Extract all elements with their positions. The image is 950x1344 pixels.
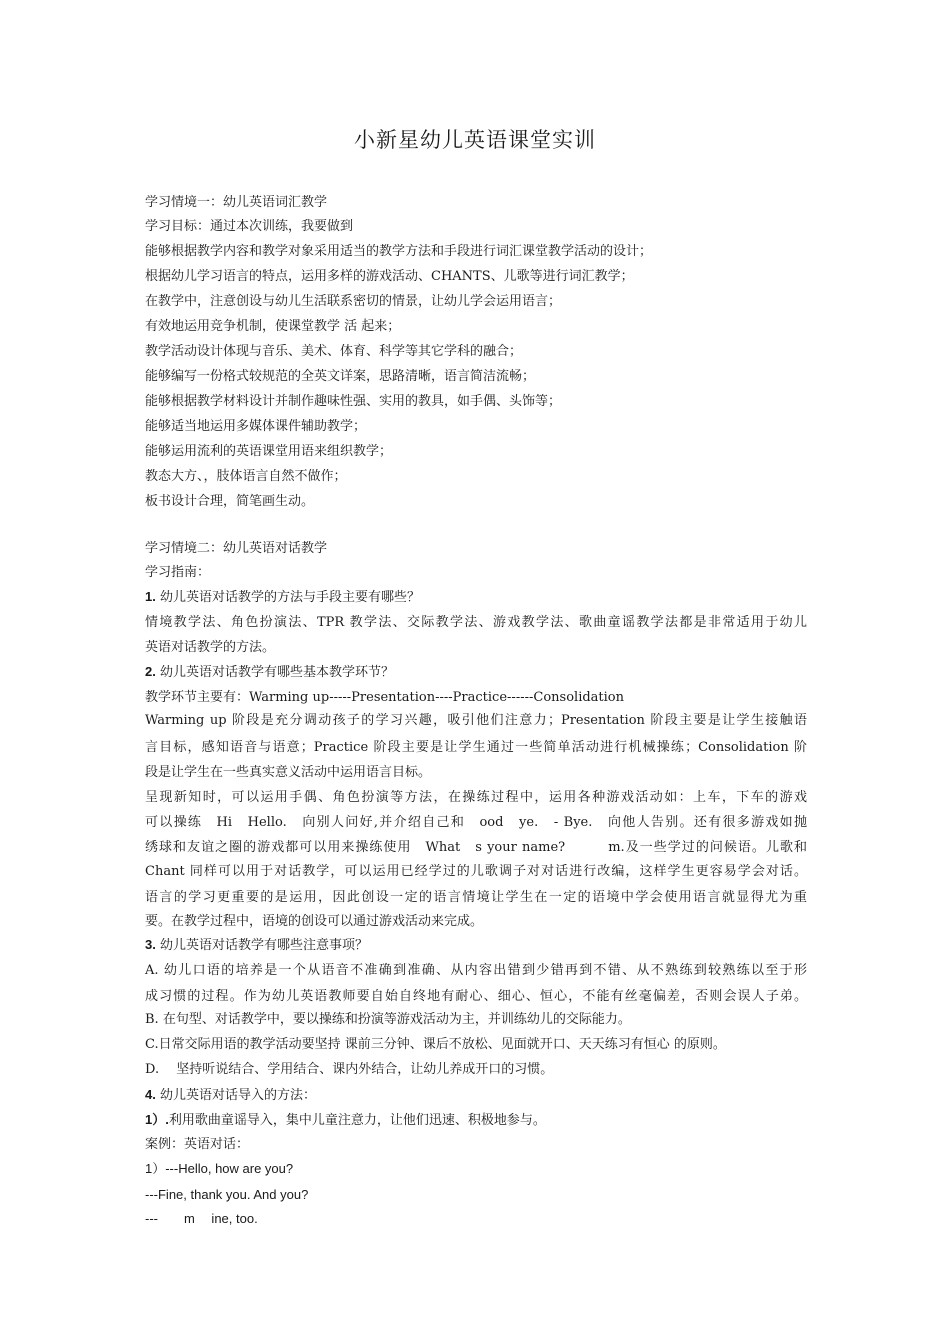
answer-3-line: 成习惯的过程。作为幼儿英语教师要自始自终地有耐心、细心、恒心，不能有丝毫偏差，否则会误人子弟。 (145, 989, 807, 1004)
question-text: 幼儿英语对话导入的方法： (159, 1088, 316, 1103)
answer-2-line: 言目标，感知语音与语意；Practice 阶段主要是让学生通过一些简单活动进行机械操练；Consolidation 阶 (145, 740, 807, 755)
goal-item: 能够根据教学内容和教学对象采用适当的教学方法和手段进行词汇课堂教学活动的设计； (145, 244, 653, 259)
goal-item: 有效地运用竞争机制，使课堂教学 活 起来； (145, 319, 401, 334)
dialogue-line: ---Fine, thank you. And you? (145, 1187, 309, 1202)
answer-1-line: 英语对话教学的方法。 (145, 640, 276, 655)
question-number: 4. (145, 1087, 156, 1102)
answer-3-line: D. 坚持听说结合、学用结合、课内外结合，让幼儿养成开口的习惯。 (145, 1062, 554, 1077)
answer-4-line (145, 1112, 546, 1129)
answer-2-line: 绣球和友谊之圈的游戏都可以用来操练使用 What s your name? m.及一些学过的问候语。儿歌和 (145, 840, 807, 855)
question-number: 2. (145, 664, 156, 679)
section-1-goal: 学习目标：通过本次训练，我要做到 (145, 219, 354, 234)
question-3 (145, 937, 368, 954)
goal-item: 能够根据教学材料设计并制作趣味性强、实用的教具，如手偶、头饰等； (145, 394, 562, 409)
goal-item: 能够编写一份格式较规范的全英文详案，思路清晰，语言简洁流畅； (145, 369, 536, 384)
question-text: 幼儿英语对话教学有哪些基本教学环节？ (159, 665, 394, 680)
case-heading: 案例：英语对话： (145, 1137, 250, 1152)
question-number: 3. (145, 937, 156, 952)
question-1 (145, 589, 420, 606)
answer-2-line: 段是让学生在一些真实意义活动中运用语言目标。 (145, 765, 432, 780)
question-text: 幼儿英语对话教学的方法与手段主要有哪些？ (159, 590, 420, 605)
answer-2-line: Warming up 阶段是充分调动孩子的学习兴趣，吸引他们注意力；Presentation 阶段主要是让学生接触语 (145, 713, 807, 728)
item-number: 1）. (145, 1112, 169, 1127)
question-2 (145, 664, 394, 681)
dialogue-line: --- m ine, too. (145, 1211, 258, 1226)
goal-item: 教学活动设计体现与音乐、美术、体育、科学等其它学科的融合； (145, 344, 523, 359)
item-text: 利用歌曲童谣导入，集中儿童注意力，让他们迅速、积极地参与。 (168, 1113, 546, 1128)
goal-item: 能够运用流利的英语课堂用语来组织教学； (145, 444, 393, 459)
goal-item: 在教学中，注意创设与幼儿生活联系密切的情景，让幼儿学会运用语言； (145, 294, 562, 309)
question-4 (145, 1087, 316, 1104)
question-text: 幼儿英语对话教学有哪些注意事项？ (159, 938, 368, 953)
goal-item: 板书设计合理，简笔画生动。 (145, 494, 315, 509)
answer-2-line: Chant 同样可以用于对话教学，可以运用已经学过的儿歌调子对对话进行改编，这样学生更容易学会对话。 (145, 864, 807, 879)
answer-3-line: A. 幼儿口语的培养是一个从语音不准确到准确、从内容出错到少错再到不错、从不熟练到较熟练以至于形 (145, 963, 807, 978)
document-title: 小新星幼儿英语课堂实训 (354, 128, 596, 152)
section-2-heading: 学习情境二：幼儿英语对话教学 (145, 541, 328, 556)
dialogue-line: 1）---Hello, how are you? (145, 1161, 294, 1176)
answer-3-line: C.日常交际用语的教学活动要坚持 课前三分钟、课后不放松、见面就开口、天天练习有恒心 的原则。 (145, 1037, 726, 1052)
answer-2-line: 呈现新知时，可以运用手偶、角色扮演等方法，在操练过程中，运用各种游戏活动如：上车，下车的游戏 (145, 790, 807, 805)
answer-2-line: 语言的学习更重要的是运用，因此创设一定的语言情境让学生在一定的语境中学会使用语言就显得尤为重 (145, 890, 807, 905)
answer-3-line: B. 在句型、对话教学中，要以操练和扮演等游戏活动为主，并训练幼儿的交际能力。 (145, 1012, 631, 1027)
answer-2-line: 可以操练 Hi Hello. 向别人问好,并介绍自己和 ood ye. - Bye. 向他人告别。还有很多游戏如抛 (145, 815, 807, 830)
answer-1-line: 情境教学法、角色扮演法、TPR 教学法、交际教学法、游戏教学法、歌曲童谣教学法都是非常适用于幼儿 (145, 615, 807, 630)
question-number: 1. (145, 589, 156, 604)
section-2-guide: 学习指南： (145, 565, 211, 580)
goal-item: 根据幼儿学习语言的特点，运用多样的游戏活动、CHANTS、儿歌等进行词汇教学； (145, 269, 634, 284)
answer-2-line: 教学环节主要有：Warming up-----Presentation----Practice------Consolidation (145, 690, 625, 705)
section-1-heading: 学习情境一：幼儿英语词汇教学 (145, 195, 328, 210)
answer-2-line: 要。在教学过程中，语境的创设可以通过游戏活动来完成。 (145, 914, 484, 929)
goal-item: 教态大方、，肢体语言自然不做作； (145, 469, 347, 484)
goal-item: 能够适当地运用多媒体课件辅助教学； (145, 419, 367, 434)
